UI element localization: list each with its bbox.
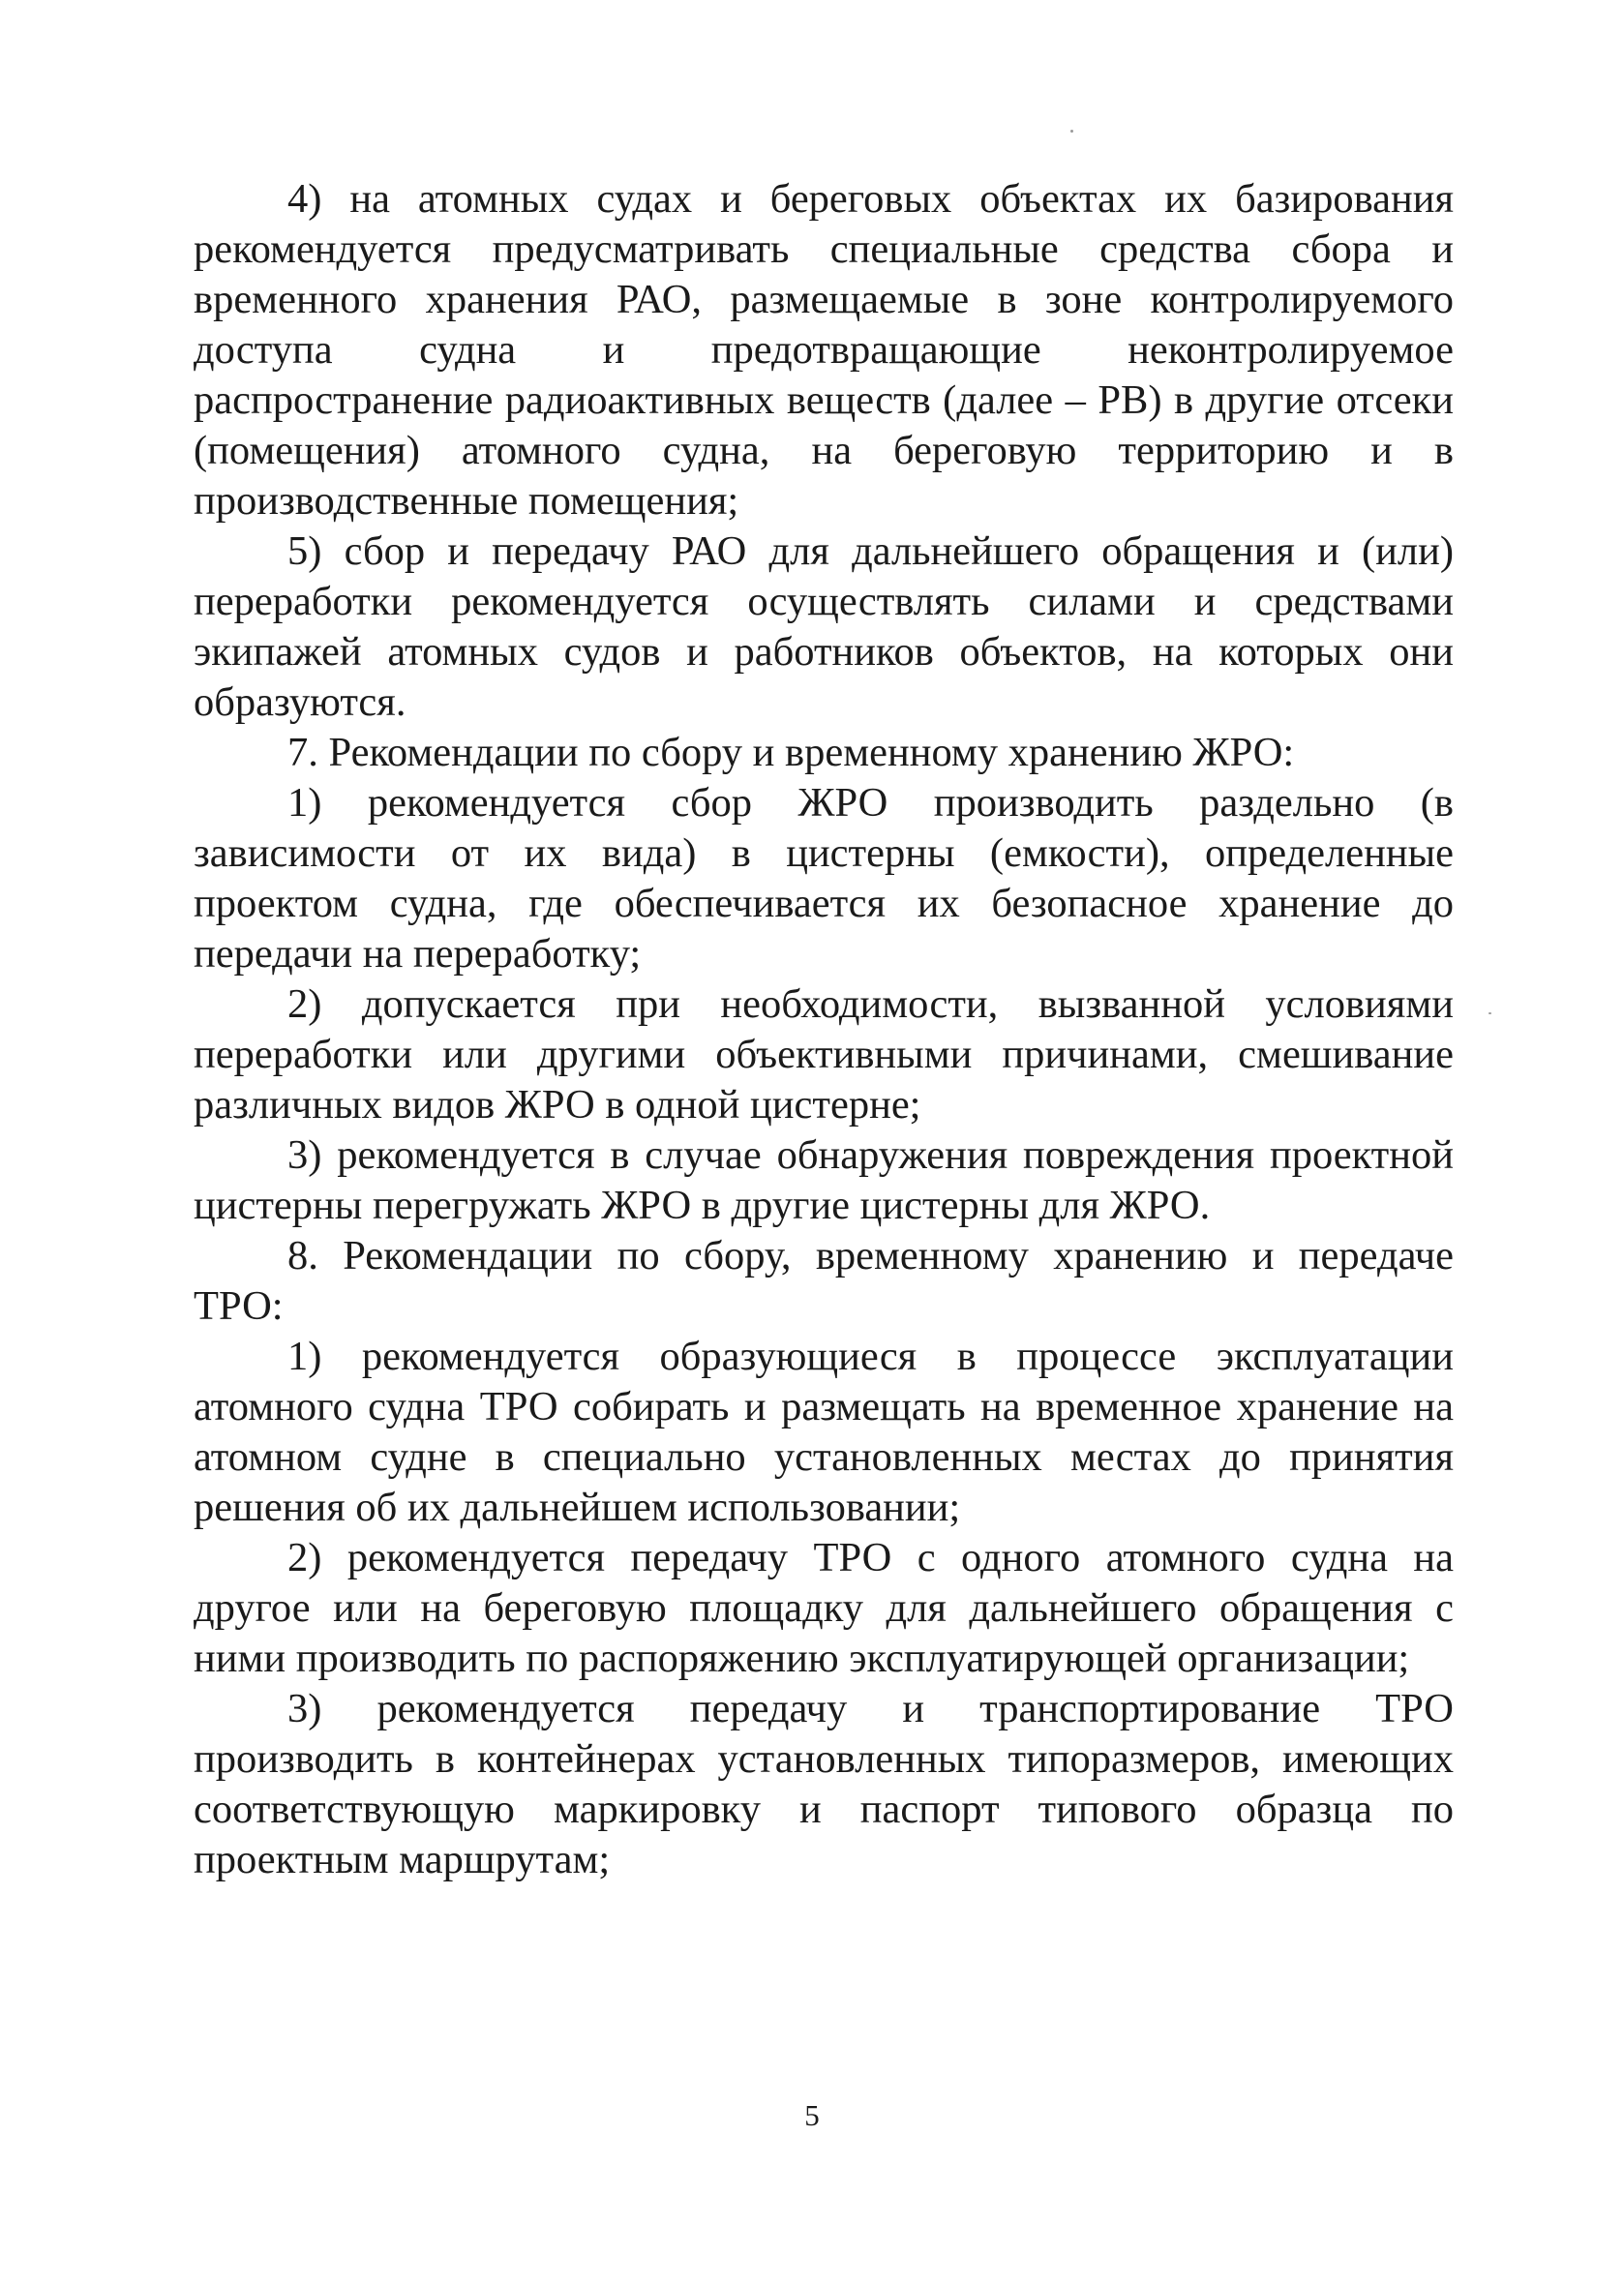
paragraph-8-item-3: 3) рекомендуется передачу и транспортирование ТРО производить в контейнерах установленных типоразмеров, имеющих соответствующую маркировку и паспорт типового образца по проектным маршрутам; [194,1686,1454,1882]
scan-speck [1489,1012,1491,1014]
section-7-heading: 7. Рекомендации по сбору и временному хранению ЖРО: [287,730,1295,775]
section-8-heading: 8. Рекомендации по сбору, временному хранению и передаче ТРО: [194,1233,1454,1329]
paragraph-item-4: 4) на атомных судах и береговых объектах их базирования рекомендуется предусматривать специальные средства сбора и временного хранения РАО, размещаемые в зоне контролируемого доступа судна и предотвращающие неконтролируемое распространение радиоактивных веществ (далее – РВ) в другие отсеки (помещения) атомного судна, на береговую территорию и в производственные помещения; [194,176,1454,524]
document-body [194,174,1454,1885]
scan-speck [1070,130,1073,133]
paragraph-item-5: 5) сбор и передачу РАО для дальнейшего обращения и (или) переработки рекомендуется осуществлять силами и средствами экипажей атомных судов и работников объектов, на которых они образуются. [194,528,1454,725]
paragraph-8-item-1: 1) рекомендуется образующиеся в процессе эксплуатации атомного судна ТРО собирать и размещать на временное хранение на атомном судне в специально установленных местах до принятия решения об их дальнейшем использовании; [194,1334,1454,1530]
page-number: 5 [804,2098,820,2132]
paragraph-7-item-2: 2) допускается при необходимости, вызванной условиями переработки или другими объективными причинами, смешивание различных видов ЖРО в одной цистерне; [194,981,1454,1128]
paragraph-7-item-1: 1) рекомендуется сбор ЖРО производить раздельно (в зависимости от их вида) в цистерны (емкости), определенные проектом судна, где обеспечивается их безопасное хранение до передачи на переработку; [194,780,1454,977]
paragraph-8-item-2: 2) рекомендуется передачу ТРО с одного атомного судна на другое или на береговую площадку для дальнейшего обращения с ними производить по распоряжению эксплуатирующей организации; [194,1535,1454,1681]
paragraph-7-item-3: 3) рекомендуется в случае обнаружения повреждения проектной цистерны перегружать ЖРО в другие цистерны для ЖРО. [194,1132,1454,1228]
